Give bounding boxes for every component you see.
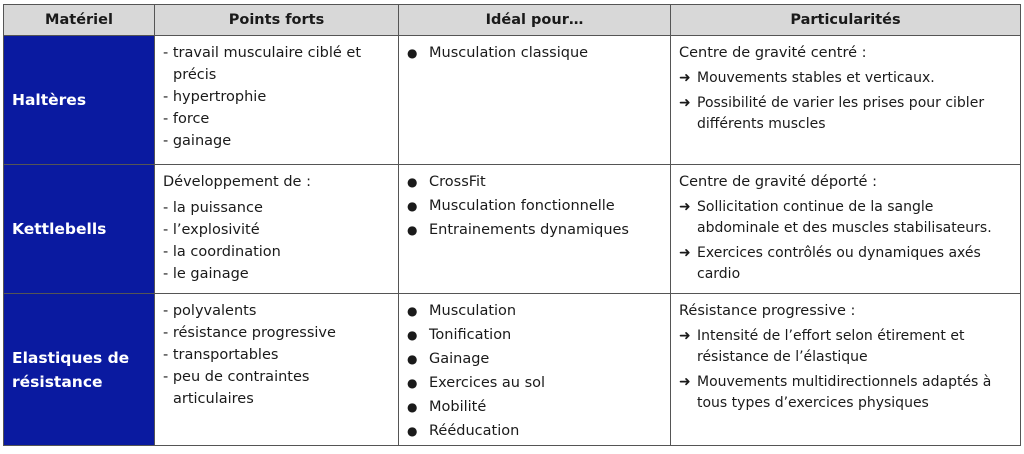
particularity-item	[679, 68, 1012, 89]
strength-item: - l’explosivité	[163, 222, 260, 238]
ideal-item-label: Exercices au sol	[429, 375, 546, 391]
particularities-intro: Centre de gravité centré :	[679, 45, 867, 61]
equipment-comparison-table	[3, 4, 1021, 446]
strength-item: - force	[163, 111, 210, 127]
bullet-icon: ●	[407, 304, 418, 318]
bullet-icon: ●	[407, 424, 418, 438]
material-cell: Kettlebells	[4, 165, 155, 294]
table-row	[4, 294, 1021, 446]
particularities-intro: Centre de gravité déporté :	[679, 174, 877, 190]
ideal-item	[407, 195, 662, 217]
ideal-for-cell	[399, 165, 671, 294]
particularities-cell	[671, 165, 1021, 294]
strength-item: - le gainage	[163, 266, 249, 282]
strengths-cell	[155, 165, 399, 294]
arrow-icon: ➜	[679, 199, 691, 215]
strength-item: - peu de contraintes articulaires	[163, 369, 310, 407]
strength-item: - polyvalents	[163, 303, 257, 319]
arrow-icon: ➜	[679, 374, 691, 390]
strength-item: - gainage	[163, 133, 232, 149]
particularity-text: Mouvements stables et verticaux.	[697, 70, 935, 86]
arrow-icon: ➜	[679, 95, 691, 111]
table-row	[4, 165, 1021, 294]
arrow-icon: ➜	[679, 245, 691, 261]
ideal-item	[407, 42, 662, 64]
ideal-item-label: Musculation classique	[429, 45, 589, 61]
particularity-item	[679, 326, 1012, 368]
bullet-icon: ●	[407, 328, 418, 342]
bullet-icon: ●	[407, 400, 418, 414]
comparison-table-wrapper	[3, 4, 1021, 446]
strengths-cell	[155, 36, 399, 165]
ideal-item	[407, 372, 662, 394]
header-particularities: Particularités	[671, 5, 1021, 36]
ideal-item-label: Gainage	[429, 351, 490, 367]
bullet-icon: ●	[407, 46, 418, 60]
bullet-icon: ●	[407, 376, 418, 390]
particularities-cell	[671, 294, 1021, 446]
ideal-item-label: Musculation	[429, 303, 517, 319]
ideal-item	[407, 171, 662, 193]
ideal-for-cell	[399, 36, 671, 165]
strength-item: - transportables	[163, 347, 279, 363]
particularity-text: Exercices contrôlés ou dynamiques axés cardio	[697, 245, 981, 282]
ideal-item-label: CrossFit	[429, 174, 486, 190]
ideal-item	[407, 396, 662, 418]
particularity-text: Possibilité de varier les prises pour cibler différents muscles	[697, 95, 985, 132]
header-material: Matériel	[4, 5, 155, 36]
material-cell: Haltères	[4, 36, 155, 165]
bullet-icon: ●	[407, 223, 418, 237]
material-cell: Elastiques de résistance	[4, 294, 155, 446]
ideal-for-cell	[399, 294, 671, 446]
ideal-item-label: Mobilité	[429, 399, 487, 415]
header-strengths: Points forts	[155, 5, 399, 36]
table-body	[4, 36, 1021, 446]
ideal-item-label: Entrainements dynamiques	[429, 222, 629, 238]
bullet-icon: ●	[407, 175, 418, 189]
table-row	[4, 36, 1021, 165]
ideal-item	[407, 420, 662, 442]
bullet-icon: ●	[407, 352, 418, 366]
strength-item: - hypertrophie	[163, 89, 267, 105]
strength-item: - résistance progressive	[163, 325, 336, 341]
ideal-item-label: Rééducation	[429, 423, 520, 439]
particularity-text: Mouvements multidirectionnels adaptés à tous types d’exercices physiques	[697, 374, 992, 411]
ideal-item-label: Tonification	[429, 327, 512, 343]
arrow-icon: ➜	[679, 328, 691, 344]
strengths-intro: Développement de :	[163, 174, 311, 190]
strength-item: - la coordination	[163, 244, 281, 260]
ideal-item-label: Musculation fonctionnelle	[429, 198, 615, 214]
ideal-item	[407, 348, 662, 370]
particularity-item	[679, 197, 1012, 239]
arrow-icon: ➜	[679, 70, 691, 86]
ideal-item	[407, 300, 662, 322]
ideal-item	[407, 219, 662, 241]
particularity-text: Sollicitation continue de la sangle abdominale et des muscles stabilisateurs.	[697, 199, 992, 236]
strength-item: - travail musculaire ciblé et précis	[163, 45, 362, 83]
header-row	[4, 5, 1021, 36]
strengths-cell	[155, 294, 399, 446]
particularity-item	[679, 372, 1012, 414]
particularity-text: Intensité de l’effort selon étirement et résistance de l’élastique	[697, 328, 965, 365]
particularities-intro: Résistance progressive :	[679, 303, 856, 319]
particularities-cell	[671, 36, 1021, 165]
bullet-icon: ●	[407, 199, 418, 213]
strength-item: - la puissance	[163, 200, 263, 216]
header-ideal-for: Idéal pour…	[399, 5, 671, 36]
particularity-item	[679, 93, 1012, 135]
ideal-item	[407, 324, 662, 346]
particularity-item	[679, 243, 1012, 285]
